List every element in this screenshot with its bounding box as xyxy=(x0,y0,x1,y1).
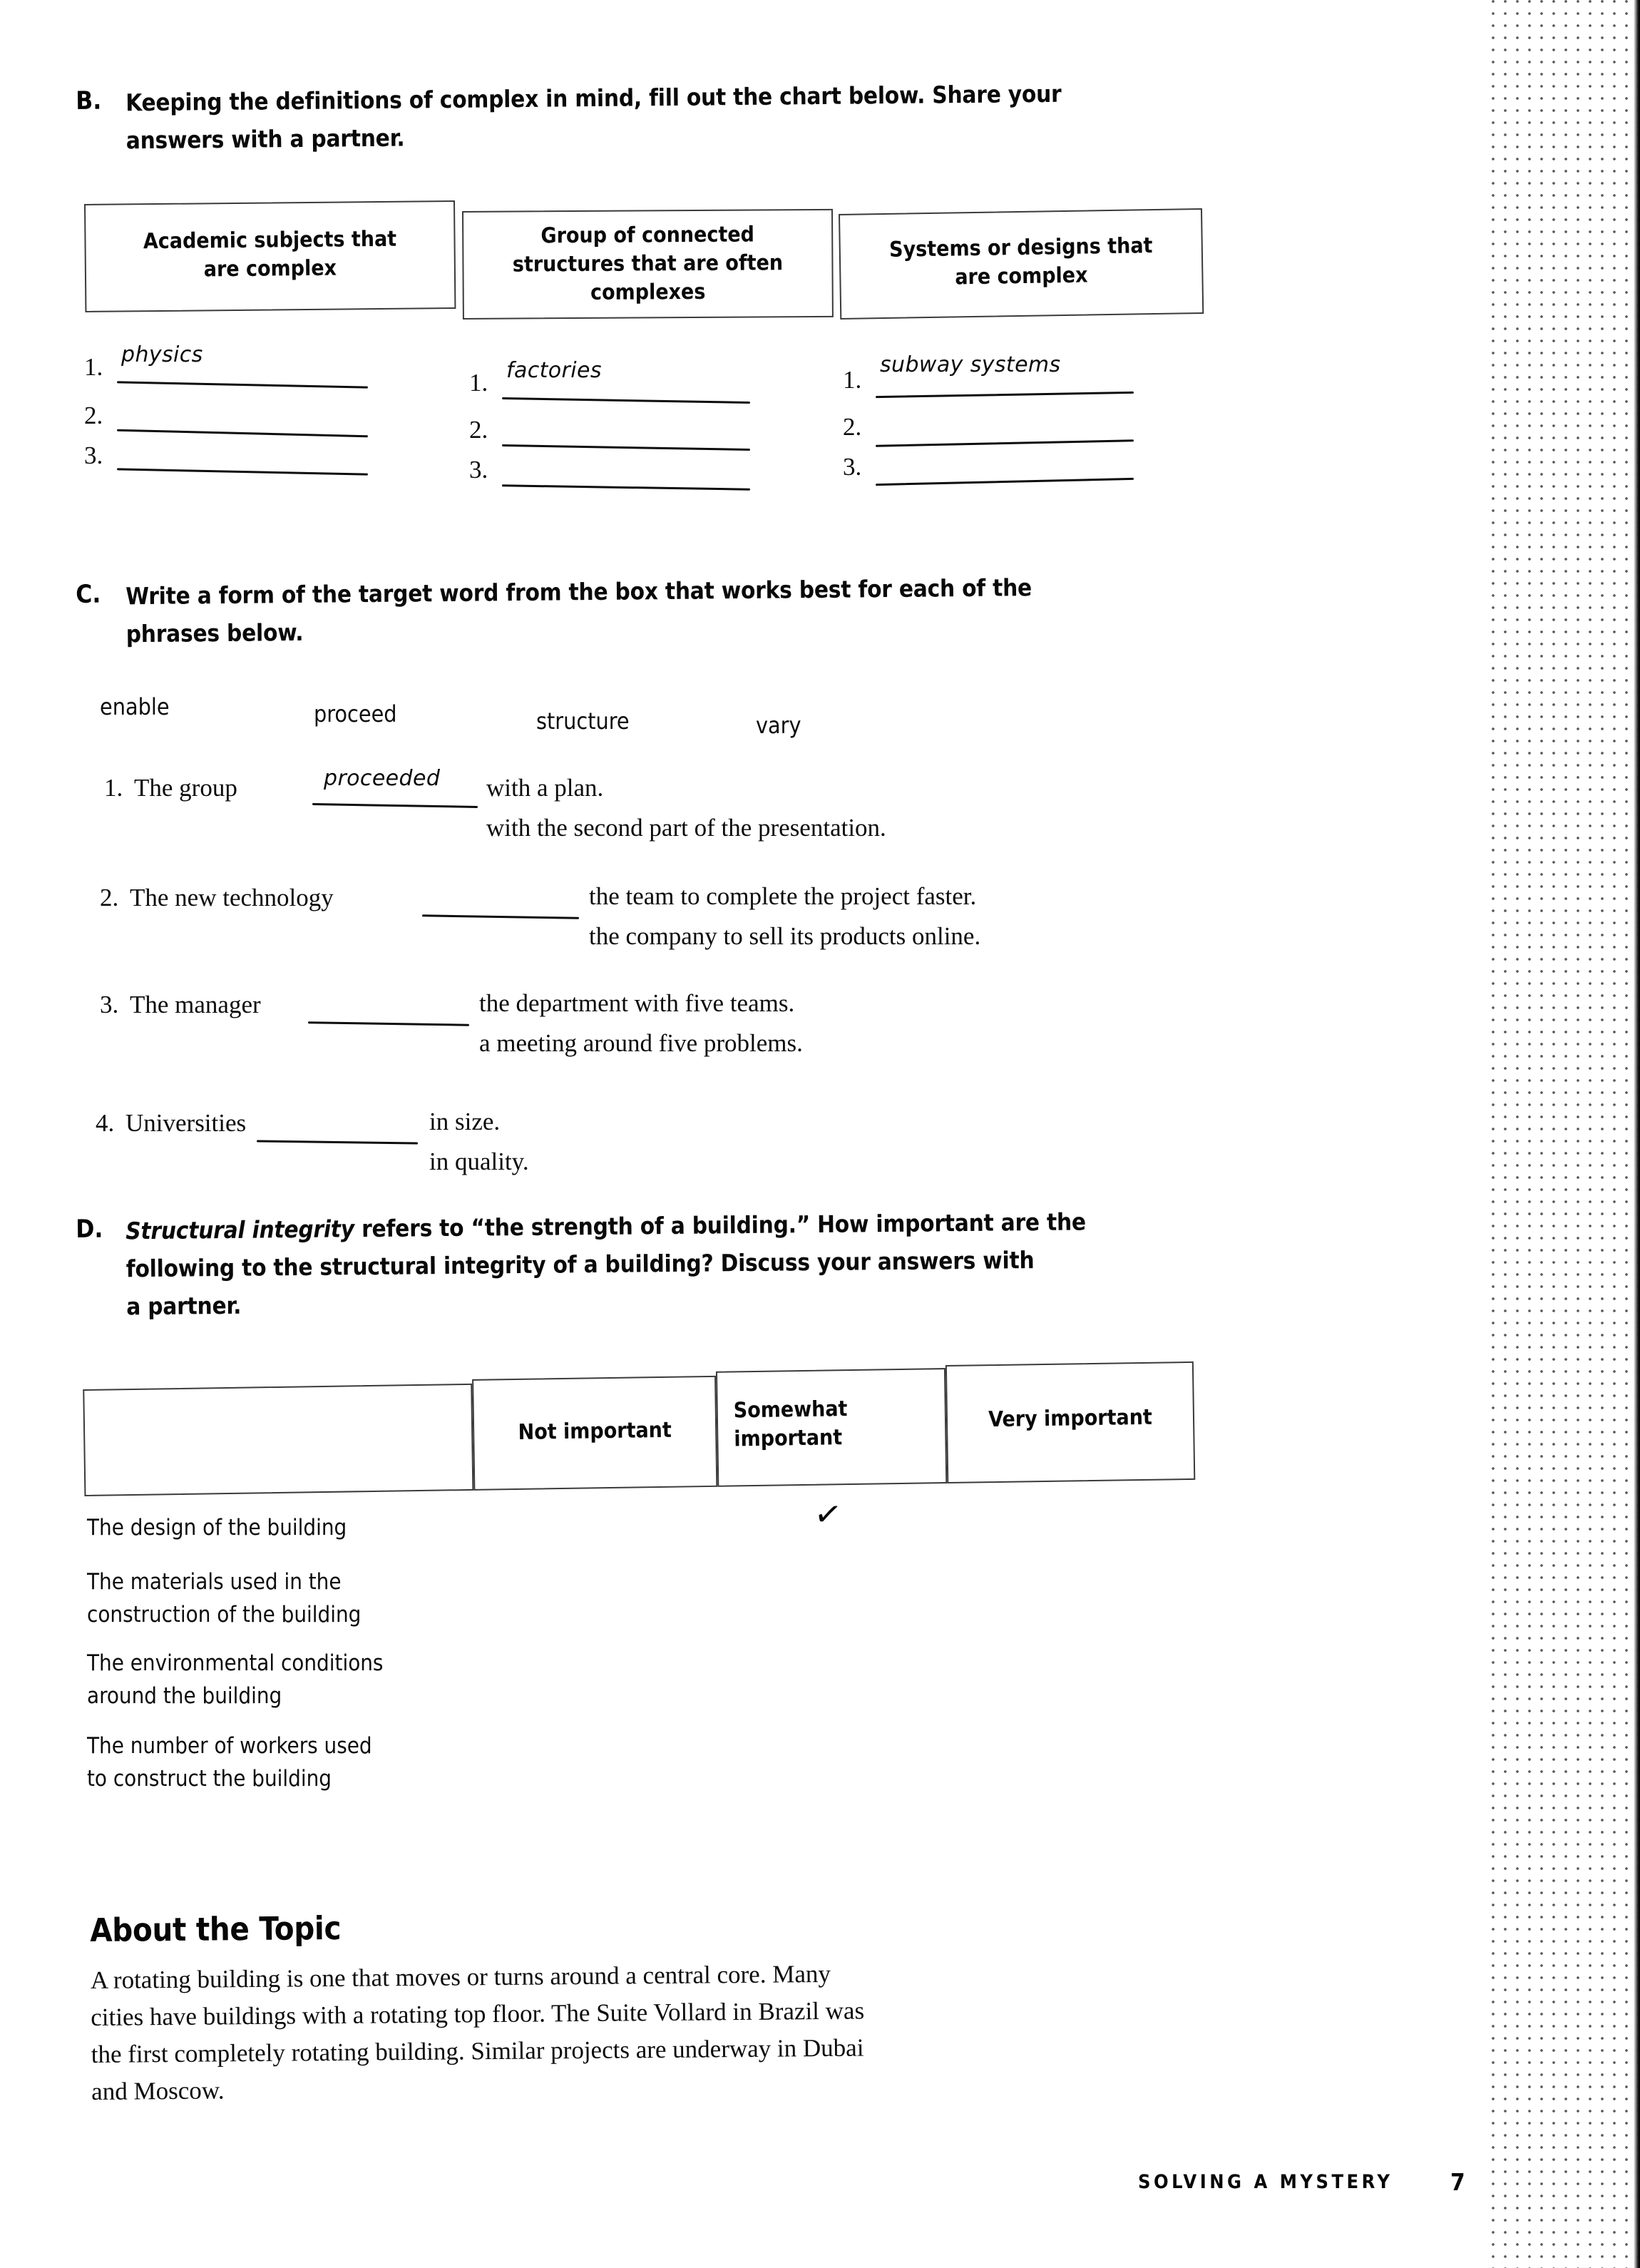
section-b-row-number-2-c3: 2. xyxy=(843,413,862,441)
section-d-header-cell-very-important xyxy=(945,1362,1195,1483)
section-c-instruction-line2: phrases below. xyxy=(125,618,304,648)
section-b-letter: B. xyxy=(76,86,102,116)
section-b-instruction-line2: answers with a partner. xyxy=(125,123,405,155)
section-b-row-number-3-c2: 3. xyxy=(469,456,488,484)
about-the-topic-body xyxy=(91,1952,1233,2110)
table-row[interactable] xyxy=(87,1648,1199,1719)
section-d-header-not-important-label: Not important xyxy=(518,1417,672,1445)
section-d-header-very-important-label: Very important xyxy=(988,1404,1153,1433)
page-gutter xyxy=(1465,0,1489,2268)
word-bank-item-enable: enable xyxy=(100,693,170,720)
section-c-instruction-line1: Write a form of the target word from the box that works best for each of the xyxy=(125,573,1032,611)
section-d-table-header-row xyxy=(83,1362,1211,1498)
section-c-instruction xyxy=(125,566,1239,653)
section-c-letter: C. xyxy=(76,580,101,609)
section-b-blank-c3-r2[interactable] xyxy=(876,439,1134,447)
table-row[interactable] xyxy=(87,1493,1199,1563)
section-d-header-cell-blank xyxy=(83,1384,473,1496)
section-c-item-2-suffix-b: the company to sell its products online. xyxy=(589,922,981,950)
section-c-item-4-prefix: Universities xyxy=(125,1109,247,1137)
section-d-instruction xyxy=(125,1201,1253,1325)
section-b-column-header-1-line1: Academic subjects that xyxy=(143,226,397,255)
section-b-blank-c2-r3[interactable] xyxy=(502,484,750,490)
section-b-row-number-3-c3: 3. xyxy=(843,453,862,481)
section-b-column-header-3-line1: Systems or designs that xyxy=(888,233,1153,262)
section-b-row-number-1-c3: 1. xyxy=(843,366,862,394)
section-b-instruction-line1-text: Keeping the definitions of complex in mind, fill out the chart below. Share your xyxy=(125,79,1062,117)
section-b-row-number-2-c2: 2. xyxy=(469,416,488,444)
section-b-blank-c3-r1[interactable] xyxy=(876,392,1134,398)
section-b-answer-c3-r1[interactable]: subway systems xyxy=(880,352,1061,377)
section-b-blank-c1-r3[interactable] xyxy=(117,468,368,475)
section-b-column-header-1 xyxy=(84,200,456,312)
about-the-topic-line1: A rotating building is one that moves or turns around a central core. Many xyxy=(90,1959,831,1994)
section-d-header-cell-not-important xyxy=(472,1376,717,1491)
section-d-row-4-label-line1: The number of workers used xyxy=(87,1733,372,1759)
section-c-item-4-suffix-a: in size. xyxy=(429,1108,501,1135)
section-b-blank-c1-r2[interactable] xyxy=(117,429,368,438)
word-bank-item-vary: vary xyxy=(756,712,801,739)
section-c-item-2-suffix-a: the team to complete the project faster. xyxy=(589,882,977,910)
section-c-item-2-blank[interactable] xyxy=(422,914,579,919)
about-the-topic-heading: About the Topic xyxy=(90,1909,342,1949)
section-c-item-1-suffix-a: with a plan. xyxy=(486,774,604,802)
section-b-column-header-3 xyxy=(839,208,1204,320)
section-b-column-header-1-line2: are complex xyxy=(203,255,337,282)
section-d-letter: D. xyxy=(76,1215,103,1244)
section-b-blank-c2-r2[interactable] xyxy=(502,444,750,451)
section-d-row-4-label-line2: to construct the building xyxy=(87,1766,332,1792)
section-c-item-3-number: 3. xyxy=(100,991,119,1018)
section-b-column-header-2-line1: Group of connected xyxy=(540,222,755,249)
section-c-item-1-blank[interactable] xyxy=(312,803,478,808)
section-b-column-header-2 xyxy=(462,209,834,320)
section-b-answers-column-3 xyxy=(843,347,1171,518)
section-c-item-4-blank[interactable] xyxy=(257,1140,418,1144)
section-d-header-somewhat-line1: Somewhat xyxy=(733,1396,848,1424)
section-c-item-4-suffix-b: in quality. xyxy=(429,1148,529,1175)
about-the-topic-section xyxy=(90,1901,1232,2110)
section-c-item-2-prefix: The new technology xyxy=(130,884,334,911)
section-d-instruction-line2: following to the structural integrity of a building? Discuss your answers with xyxy=(125,1246,1035,1283)
section-b-column-header-3-line2: are complex xyxy=(955,262,1088,290)
section-c-item-3-blank[interactable] xyxy=(308,1021,469,1026)
about-the-topic-line3: the first completely rotating building. Similar projects are underway in Dubai xyxy=(91,2033,864,2068)
table-row[interactable] xyxy=(87,1730,1199,1802)
section-b-answers-column-1 xyxy=(84,335,412,506)
word-bank-item-structure: structure xyxy=(536,708,630,735)
section-d-row-2-label-line1: The materials used in the xyxy=(87,1569,342,1595)
section-b-answers-column-2 xyxy=(469,349,797,521)
table-row[interactable] xyxy=(87,1566,1199,1638)
section-b-instruction xyxy=(125,73,1239,159)
section-d-row-3-label-line1: The environmental conditions xyxy=(87,1650,384,1676)
footer-page-number: 7 xyxy=(1450,2168,1465,2196)
section-b-column-header-2-line3: complexes xyxy=(590,279,706,305)
section-c-item-1-answer[interactable]: proceeded xyxy=(324,766,441,791)
section-d-instruction-line1-rest: refers to “the strength of a building.” How important are the xyxy=(354,1207,1087,1243)
section-d-header-somewhat-line2: important xyxy=(734,1425,843,1452)
section-b-column-header-2-line2: structures that are often xyxy=(512,250,784,277)
section-b-answer-c1-r1[interactable]: physics xyxy=(121,342,203,367)
section-b-answer-c2-r1[interactable]: factories xyxy=(506,358,602,383)
word-bank-item-proceed: proceed xyxy=(314,700,397,727)
footer-unit-title: SOLVING A MYSTERY xyxy=(1138,2171,1393,2193)
section-d-header-cell-somewhat-important xyxy=(716,1368,947,1487)
section-c-item-3-prefix: The manager xyxy=(130,991,261,1018)
scanner-dot-pattern xyxy=(1489,0,1640,2268)
section-c-item-3-suffix-a: the department with five teams. xyxy=(479,989,795,1017)
section-d-row-2-label-line2: construction of the building xyxy=(87,1602,362,1628)
section-c-item-1-number: 1. xyxy=(104,774,123,802)
section-c-item-3-suffix-b: a meeting around five problems. xyxy=(479,1029,803,1057)
section-b-blank-c1-r1[interactable] xyxy=(117,381,368,388)
section-b-blank-c2-r1[interactable] xyxy=(502,397,750,404)
section-d-row-1-checkmark[interactable]: ✓ xyxy=(811,1493,845,1536)
section-b-blank-c3-r3[interactable] xyxy=(876,478,1134,486)
section-b-row-number-3: 3. xyxy=(84,441,103,469)
section-b-row-number-2: 2. xyxy=(84,402,103,429)
section-d-instruction-line3: a partner. xyxy=(126,1291,242,1321)
section-c-item-2-number: 2. xyxy=(100,884,119,911)
section-b-row-number-1-c2: 1. xyxy=(469,369,488,397)
about-the-topic-line4: and Moscow. xyxy=(91,2076,225,2105)
scanner-dark-edge xyxy=(1634,0,1640,2268)
section-c-item-1-suffix-b: with the second part of the presentation. xyxy=(486,814,886,842)
section-d-italic-term: Structural integrity xyxy=(125,1215,355,1245)
section-c-item-4-number: 4. xyxy=(96,1109,115,1137)
section-c-item-1-prefix: The group xyxy=(134,774,237,802)
section-d-row-3-label-line2: around the building xyxy=(87,1683,282,1709)
about-the-topic-line2: cities have buildings with a rotating top floor. The Suite Vollard in Brazil was xyxy=(91,1996,865,2031)
section-b-row-number-1: 1. xyxy=(84,353,103,381)
section-d-row-1-label: The design of the building xyxy=(87,1515,347,1541)
